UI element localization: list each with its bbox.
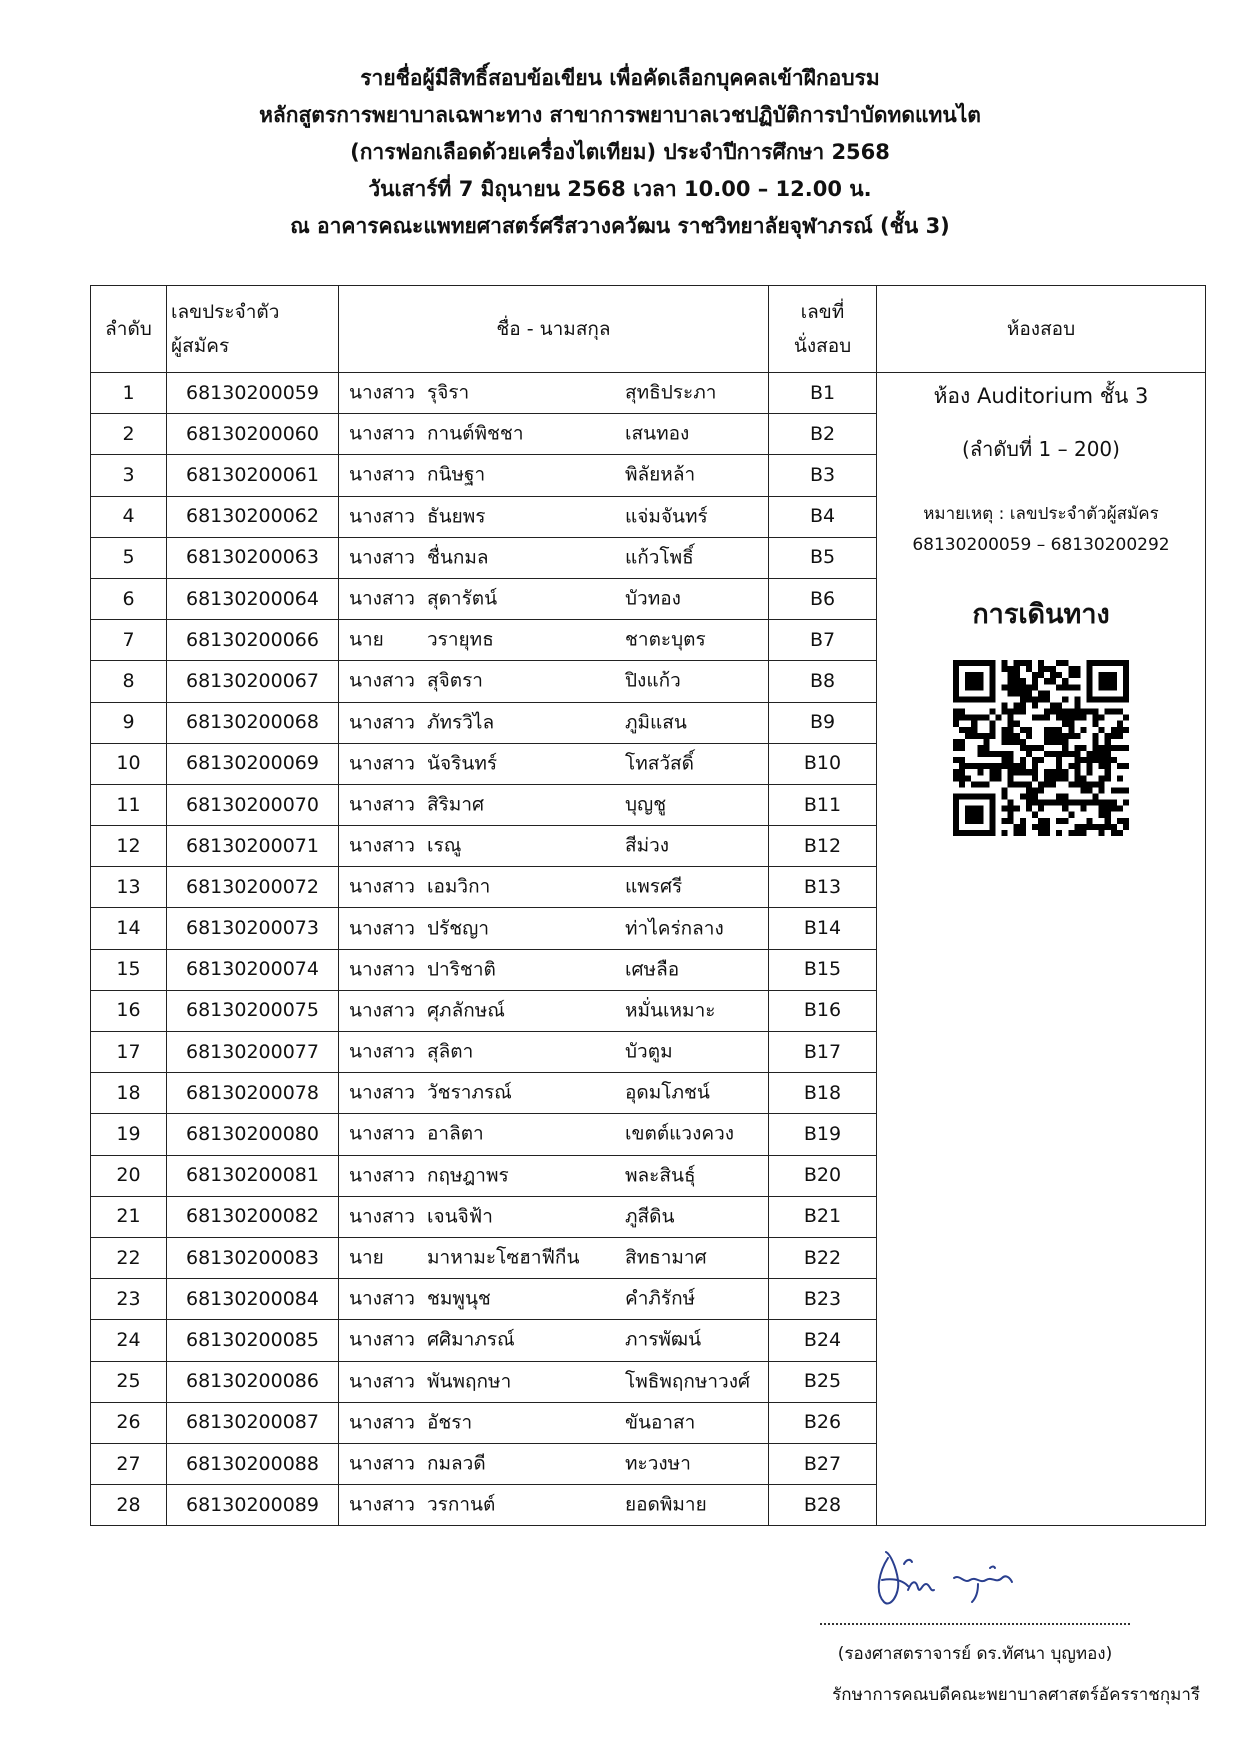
name-wrapper: [343, 744, 764, 784]
cell-full-name: [339, 743, 769, 784]
cell-applicant-id: 68130200063: [167, 537, 339, 578]
signatory-title: รักษาการคณบดีคณะพยาบาลศาสตร์อัครราชกุมารี: [832, 1685, 1200, 1705]
name-wrapper: [343, 867, 764, 907]
cell-seat: B22: [769, 1237, 877, 1278]
cell-seat: B3: [769, 455, 877, 496]
header-seat-line2: นั่งสอบ: [793, 335, 852, 357]
last-name: เขตต์แวงควง: [625, 1123, 735, 1146]
cell-no: 28: [91, 1485, 167, 1526]
last-name: บุญชู: [625, 793, 667, 816]
last-name: ภูมิแสน: [625, 711, 687, 734]
name-wrapper: [343, 703, 764, 743]
cell-no: 10: [91, 743, 167, 784]
header-applicant-id: [167, 286, 339, 373]
cell-applicant-id: 68130200081: [167, 1155, 339, 1196]
name-prefix: นางสาว: [349, 464, 415, 487]
room-note-line1: หมายเหตุ : เลขประจำตัวผู้สมัคร: [923, 504, 1159, 525]
cell-seat: B13: [769, 867, 877, 908]
name-wrapper: [343, 1156, 764, 1196]
cell-seat: B19: [769, 1114, 877, 1155]
name-wrapper: [343, 579, 764, 619]
cell-applicant-id: 68130200068: [167, 702, 339, 743]
header-name: ชื่อ - นามสกุล: [339, 286, 769, 373]
first-name: สุจิตรา: [427, 669, 483, 692]
cell-full-name: [339, 578, 769, 619]
name-prefix: นางสาว: [349, 1287, 415, 1310]
last-name: เศษลือ: [625, 958, 680, 981]
cell-full-name: [339, 1361, 769, 1402]
cell-no: 13: [91, 867, 167, 908]
name-prefix: นางสาว: [349, 1328, 415, 1351]
name-wrapper: [343, 1362, 764, 1402]
cell-exam-room: [877, 373, 1206, 1526]
cell-no: 14: [91, 908, 167, 949]
cell-full-name: [339, 661, 769, 702]
last-name: ยอดพิมาย: [625, 1493, 707, 1516]
name-prefix: นางสาว: [349, 1493, 415, 1516]
cell-full-name: [339, 414, 769, 455]
cell-no: 5: [91, 537, 167, 578]
table-body: [91, 373, 1206, 1526]
last-name: อุดมโภชน์: [625, 1081, 710, 1104]
last-name: เสนทอง: [625, 422, 690, 445]
header-applicant-id-line2: ผู้สมัคร: [171, 335, 230, 357]
cell-seat: B25: [769, 1361, 877, 1402]
cell-applicant-id: 68130200089: [167, 1485, 339, 1526]
header-seat: [769, 286, 877, 373]
cell-full-name: [339, 1073, 769, 1114]
header-line-1: รายชื่อผู้มีสิทธิ์สอบข้อเขียน เพื่อคัดเลือกบุคคลเข้าฝึกอบรม: [360, 66, 880, 90]
header-room: ห้องสอบ: [877, 286, 1206, 373]
cell-applicant-id: 68130200088: [167, 1443, 339, 1484]
cell-no: 26: [91, 1402, 167, 1443]
last-name: ชาตะบุตร: [625, 628, 706, 651]
cell-full-name: [339, 1114, 769, 1155]
cell-seat: B2: [769, 414, 877, 455]
last-name: สุทธิประภา: [625, 381, 717, 404]
cell-applicant-id: 68130200080: [167, 1114, 339, 1155]
last-name: แก้วโพธิ์: [625, 546, 694, 569]
name-prefix: นางสาว: [349, 1370, 415, 1393]
cell-no: 12: [91, 826, 167, 867]
qr-code-icon[interactable]: [953, 660, 1129, 836]
cell-applicant-id: 68130200086: [167, 1361, 339, 1402]
cell-full-name: [339, 949, 769, 990]
cell-seat: B27: [769, 1443, 877, 1484]
cell-full-name: [339, 1155, 769, 1196]
table-header-row: [91, 286, 1206, 373]
header-no: ลำดับ: [91, 286, 167, 373]
last-name: ทะวงษา: [625, 1452, 691, 1475]
last-name: หมั่นเหมาะ: [625, 999, 716, 1022]
cell-full-name: [339, 784, 769, 825]
cell-no: 9: [91, 702, 167, 743]
handwritten-signature: [860, 1540, 1030, 1620]
name-wrapper: [343, 1320, 764, 1360]
header-line-4: วันเสาร์ที่ 7 มิถุนายน 2568 เวลา 10.00 – 12.00 น.: [368, 177, 872, 201]
name-wrapper: [343, 1114, 764, 1154]
name-prefix: นางสาว: [349, 546, 415, 569]
cell-applicant-id: 68130200077: [167, 1032, 339, 1073]
cell-seat: B7: [769, 620, 877, 661]
first-name: ปรัชญา: [427, 917, 490, 940]
room-title: ห้อง Auditorium ชั้น 3: [933, 384, 1149, 408]
cell-full-name: [339, 826, 769, 867]
cell-applicant-id: 68130200064: [167, 578, 339, 619]
name-prefix: นางสาว: [349, 505, 415, 528]
cell-no: 21: [91, 1196, 167, 1237]
cell-full-name: [339, 867, 769, 908]
cell-applicant-id: 68130200067: [167, 661, 339, 702]
cell-seat: B16: [769, 990, 877, 1031]
cell-applicant-id: 68130200085: [167, 1320, 339, 1361]
cell-no: 15: [91, 949, 167, 990]
cell-applicant-id: 68130200087: [167, 1402, 339, 1443]
last-name: โพธิพฤกษาวงศ์: [625, 1370, 751, 1393]
name-wrapper: [343, 1279, 764, 1319]
cell-no: 18: [91, 1073, 167, 1114]
name-prefix: นางสาว: [349, 1123, 415, 1146]
cell-no: 22: [91, 1237, 167, 1278]
cell-applicant-id: 68130200061: [167, 455, 339, 496]
last-name: ท่าไคร่กลาง: [625, 917, 724, 940]
first-name: วรายุทธ: [427, 628, 494, 651]
name-prefix: นางสาว: [349, 793, 415, 816]
name-prefix: นางสาว: [349, 958, 415, 981]
name-prefix: นางสาว: [349, 834, 415, 857]
name-prefix: นางสาว: [349, 752, 415, 775]
cell-full-name: [339, 620, 769, 661]
cell-full-name: [339, 1443, 769, 1484]
name-prefix: นางสาว: [349, 1164, 415, 1187]
cell-applicant-id: 68130200073: [167, 908, 339, 949]
name-wrapper: [343, 497, 764, 537]
name-wrapper: [343, 373, 764, 413]
name-wrapper: [343, 1073, 764, 1113]
cell-seat: B26: [769, 1402, 877, 1443]
name-prefix: นางสาว: [349, 999, 415, 1022]
first-name: ปาริชาติ: [427, 958, 496, 981]
name-prefix: นางสาว: [349, 917, 415, 940]
cell-seat: B6: [769, 578, 877, 619]
name-prefix: นางสาว: [349, 587, 415, 610]
first-name: เรณู: [427, 834, 462, 857]
name-wrapper: [343, 785, 764, 825]
first-name: รุจิรา: [427, 381, 470, 404]
cell-no: 7: [91, 620, 167, 661]
last-name: สีม่วง: [625, 834, 670, 857]
cell-applicant-id: 68130200075: [167, 990, 339, 1031]
name-wrapper: [343, 1197, 764, 1237]
cell-seat: B15: [769, 949, 877, 990]
cell-seat: B10: [769, 743, 877, 784]
cell-seat: B14: [769, 908, 877, 949]
cell-no: 4: [91, 496, 167, 537]
cell-seat: B8: [769, 661, 877, 702]
name-wrapper: [343, 1444, 764, 1484]
last-name: โทสวัสดิ์: [625, 752, 694, 775]
header-line-3: (การฟอกเลือดด้วยเครื่องไตเทียม) ประจำปีการศึกษา 2568: [350, 140, 890, 164]
name-wrapper: [343, 620, 764, 660]
cell-no: 1: [91, 373, 167, 414]
name-prefix: นางสาว: [349, 1081, 415, 1104]
cell-full-name: [339, 1237, 769, 1278]
table-row: [91, 373, 1206, 414]
cell-applicant-id: 68130200062: [167, 496, 339, 537]
cell-applicant-id: 68130200066: [167, 620, 339, 661]
first-name: สุลิตา: [427, 1040, 474, 1063]
cell-full-name: [339, 1032, 769, 1073]
first-name: นัจรินทร์: [427, 752, 498, 775]
name-wrapper: [343, 826, 764, 866]
name-wrapper: [343, 1032, 764, 1072]
cell-applicant-id: 68130200078: [167, 1073, 339, 1114]
last-name: ปิงแก้ว: [625, 669, 681, 692]
cell-applicant-id: 68130200082: [167, 1196, 339, 1237]
cell-full-name: [339, 908, 769, 949]
first-name: กนิษฐา: [427, 464, 486, 487]
last-name: ขันอาสา: [625, 1411, 696, 1434]
first-name: ชมพูนุช: [427, 1287, 491, 1310]
name-wrapper: [343, 661, 764, 701]
name-prefix: นางสาว: [349, 422, 415, 445]
name-wrapper: [343, 1403, 764, 1443]
name-wrapper: [343, 1485, 764, 1525]
name-prefix: นางสาว: [349, 875, 415, 898]
name-wrapper: [343, 991, 764, 1031]
name-wrapper: [343, 455, 764, 495]
name-prefix: นาย: [349, 628, 384, 651]
cell-seat: B11: [769, 784, 877, 825]
cell-applicant-id: 68130200069: [167, 743, 339, 784]
first-name: อาลิตา: [427, 1123, 484, 1146]
name-prefix: นางสาว: [349, 1205, 415, 1228]
cell-seat: B21: [769, 1196, 877, 1237]
cell-seat: B23: [769, 1279, 877, 1320]
cell-no: 19: [91, 1114, 167, 1155]
last-name: แพรศรี: [625, 875, 683, 898]
first-name: สิริมาศ: [427, 793, 485, 816]
cell-no: 8: [91, 661, 167, 702]
first-name: เจนจิฟ้า: [427, 1205, 493, 1228]
room-range: (ลำดับที่ 1 – 200): [962, 437, 1120, 462]
last-name: แจ่มจันทร์: [625, 505, 708, 528]
name-prefix: นางสาว: [349, 669, 415, 692]
first-name: พันพฤกษา: [427, 1370, 512, 1393]
cell-full-name: [339, 1279, 769, 1320]
cell-full-name: [339, 1485, 769, 1526]
name-prefix: นางสาว: [349, 381, 415, 404]
cell-seat: B1: [769, 373, 877, 414]
last-name: พิลัยหล้า: [625, 464, 696, 487]
room-note-line2: 68130200059 – 68130200292: [912, 534, 1170, 555]
name-wrapper: [343, 538, 764, 578]
cell-applicant-id: 68130200060: [167, 414, 339, 455]
first-name: ธันยพร: [427, 505, 486, 528]
cell-applicant-id: 68130200059: [167, 373, 339, 414]
cell-no: 24: [91, 1320, 167, 1361]
name-prefix: นางสาว: [349, 1040, 415, 1063]
cell-applicant-id: 68130200071: [167, 826, 339, 867]
cell-applicant-id: 68130200083: [167, 1237, 339, 1278]
cell-no: 16: [91, 990, 167, 1031]
cell-no: 2: [91, 414, 167, 455]
cell-full-name: [339, 373, 769, 414]
cell-no: 3: [91, 455, 167, 496]
name-wrapper: [343, 1238, 764, 1278]
last-name: ภารพัฒน์: [625, 1328, 702, 1351]
cell-full-name: [339, 1196, 769, 1237]
header-seat-line1: เลขที่: [800, 301, 845, 323]
cell-seat: B28: [769, 1485, 877, 1526]
header-line-2: หลักสูตรการพยาบาลเฉพาะทาง สาขาการพยาบาลเวชปฏิบัติการบำบัดทดแทนไต: [259, 103, 981, 127]
cell-full-name: [339, 1320, 769, 1361]
cell-full-name: [339, 537, 769, 578]
first-name: วัชราภรณ์: [427, 1081, 512, 1104]
cell-seat: B4: [769, 496, 877, 537]
cell-seat: B9: [769, 702, 877, 743]
first-name: ภัทรวิไล: [427, 711, 495, 734]
signature-line: [820, 1623, 1130, 1625]
last-name: สิทธามาศ: [625, 1246, 707, 1269]
name-prefix: นาย: [349, 1246, 384, 1269]
cell-no: 17: [91, 1032, 167, 1073]
travel-heading: การเดินทาง: [972, 599, 1110, 631]
first-name: อัชรา: [427, 1411, 473, 1434]
first-name: กมลวดี: [427, 1452, 486, 1475]
name-prefix: นางสาว: [349, 1452, 415, 1475]
cell-seat: B12: [769, 826, 877, 867]
cell-applicant-id: 68130200072: [167, 867, 339, 908]
cell-applicant-id: 68130200084: [167, 1279, 339, 1320]
cell-applicant-id: 68130200070: [167, 784, 339, 825]
cell-no: 6: [91, 578, 167, 619]
first-name: ชื่นกมล: [427, 546, 489, 569]
cell-seat: B17: [769, 1032, 877, 1073]
first-name: วรกานต์: [427, 1493, 496, 1516]
candidate-table: [90, 285, 1206, 1526]
name-wrapper: [343, 414, 764, 454]
cell-seat: B20: [769, 1155, 877, 1196]
cell-seat: B5: [769, 537, 877, 578]
last-name: พละสินธุ์: [625, 1164, 696, 1187]
cell-no: 23: [91, 1279, 167, 1320]
name-wrapper: [343, 950, 764, 990]
last-name: บัวทอง: [625, 587, 681, 610]
first-name: ศุภลักษณ์: [427, 999, 505, 1022]
first-name: กานต์พิชชา: [427, 422, 524, 445]
cell-no: 25: [91, 1361, 167, 1402]
header-line-5: ณ อาคารคณะแพทยศาสตร์ศรีสวางควัฒน ราชวิทยาลัยจุฬาภรณ์ (ชั้น 3): [290, 214, 950, 238]
last-name: ภูสีดิน: [625, 1205, 675, 1228]
first-name: สุดารัตน์: [427, 587, 498, 610]
first-name: กฤษฎาพร: [427, 1164, 509, 1187]
cell-full-name: [339, 1402, 769, 1443]
name-prefix: นางสาว: [349, 711, 415, 734]
cell-applicant-id: 68130200074: [167, 949, 339, 990]
last-name: บัวตูม: [625, 1040, 673, 1063]
last-name: คำภิรักษ์: [625, 1287, 696, 1310]
cell-full-name: [339, 496, 769, 537]
document-header: [0, 60, 1240, 245]
cell-full-name: [339, 990, 769, 1031]
cell-full-name: [339, 455, 769, 496]
cell-seat: B18: [769, 1073, 877, 1114]
signatory-name: (รองศาสตราจารย์ ดร.ทัศนา บุญทอง): [837, 1644, 1113, 1664]
cell-no: 27: [91, 1443, 167, 1484]
header-applicant-id-line1: เลขประจำตัว: [171, 301, 280, 323]
cell-no: 11: [91, 784, 167, 825]
first-name: เอมวิกา: [427, 875, 491, 898]
first-name: ศศิมาภรณ์: [427, 1328, 515, 1351]
cell-full-name: [339, 702, 769, 743]
name-wrapper: [343, 909, 764, 949]
first-name: มาหามะโซฮาฟีกีน: [427, 1246, 580, 1269]
name-prefix: นางสาว: [349, 1411, 415, 1434]
cell-seat: B24: [769, 1320, 877, 1361]
cell-no: 20: [91, 1155, 167, 1196]
